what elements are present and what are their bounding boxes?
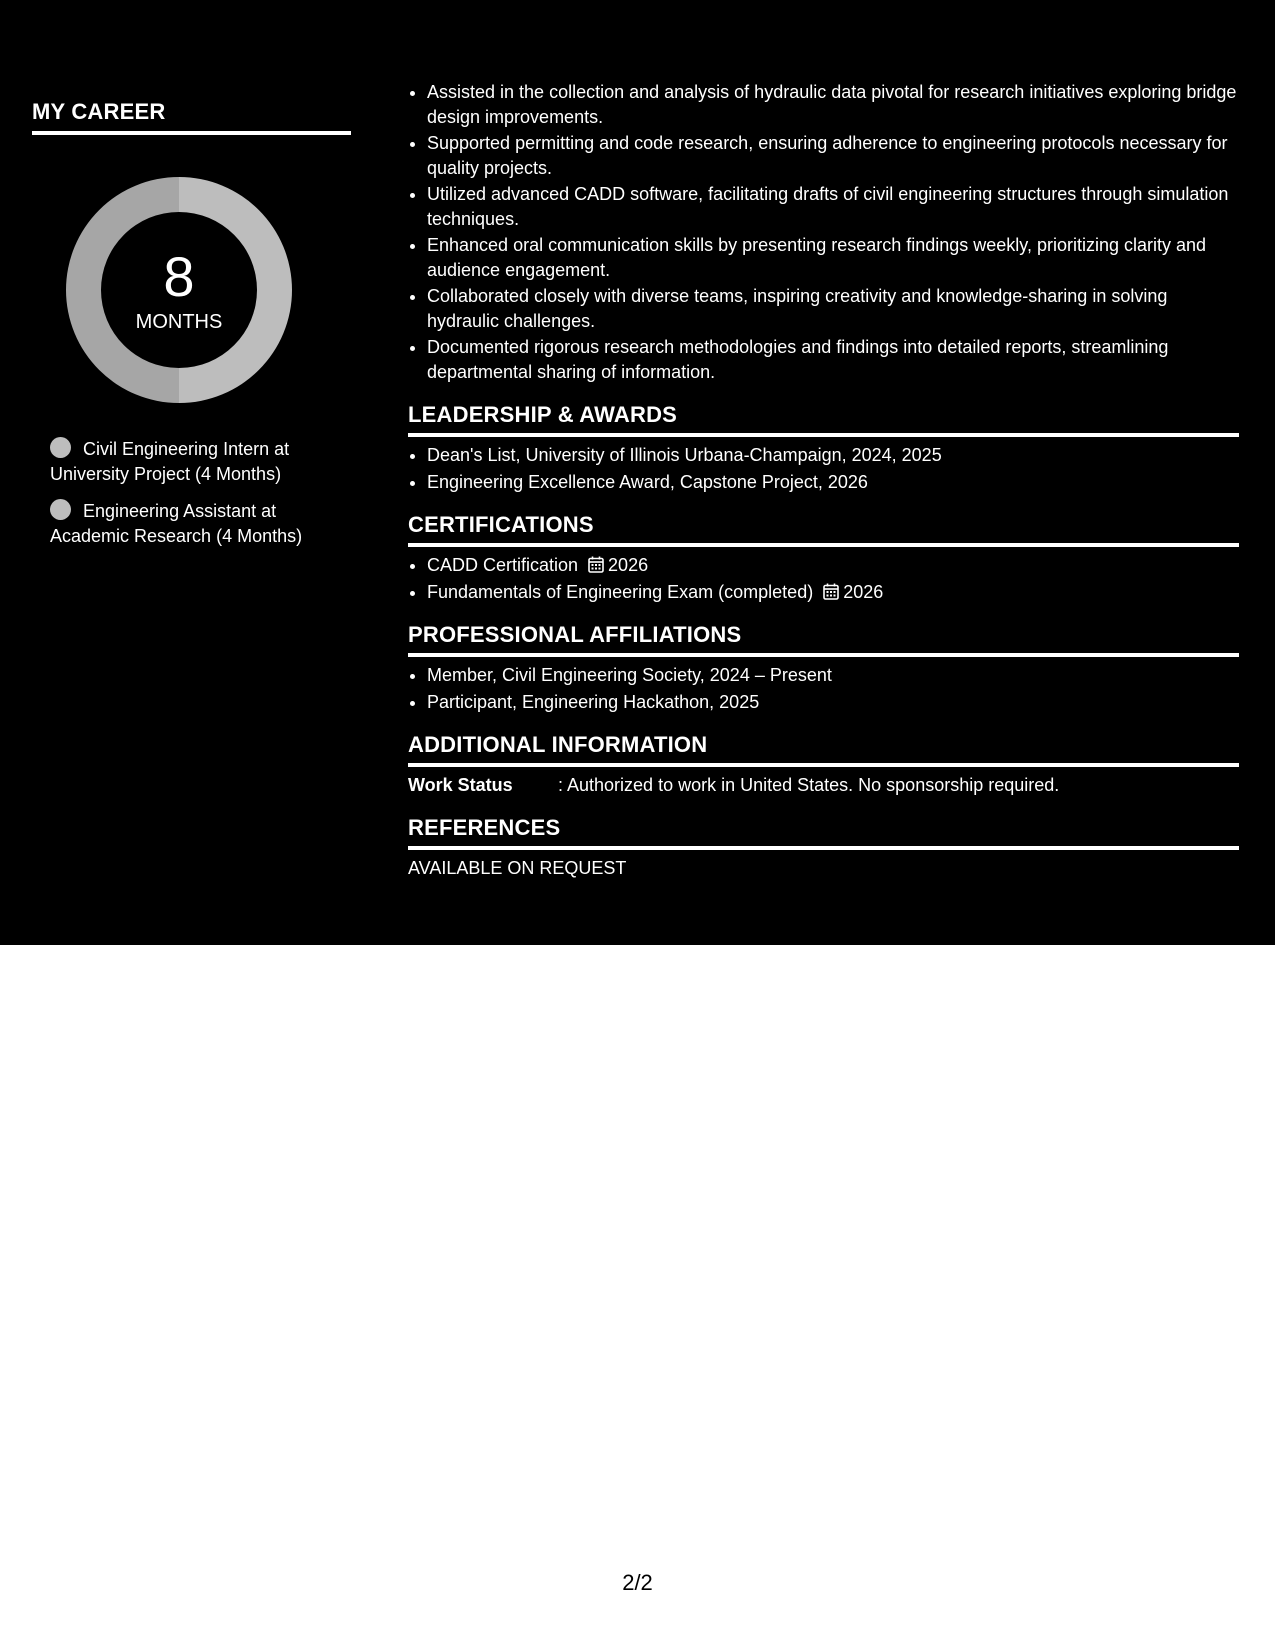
career-item-label: Civil Engineering Intern at University Project (4 Months): [50, 439, 290, 484]
career-heading: MY CAREER: [32, 99, 351, 135]
sidebar: [0, 0, 380, 945]
career-item-label: Engineering Assistant at Academic Research (4 Months): [50, 501, 303, 546]
certification-year: 2026: [608, 555, 649, 575]
experience-bullet: • Assisted in the collection and analysis of hydraulic data pivotal for research initiatives exploring bridge design improvements.: [427, 80, 1239, 129]
donut-unit-label: MONTHS: [135, 311, 223, 333]
work-status-label: Work Status: [408, 775, 513, 795]
experience-bullet: • Documented rigorous research methodologies and findings into detailed reports, streamlining departmental sharing of information.: [427, 335, 1239, 384]
additional-info-heading: ADDITIONAL INFORMATION: [408, 732, 1239, 767]
leadership-heading: LEADERSHIP & AWARDS: [408, 402, 1239, 437]
career-dot-icon: [50, 437, 71, 458]
career-item: [50, 437, 350, 487]
certification-item: [427, 553, 1239, 578]
work-status-row: [408, 773, 1239, 797]
affiliation-item: • Member, Civil Engineering Society, 2024 – Present: [427, 663, 1239, 688]
experience-bullets: [408, 80, 1239, 384]
certification-year: 2026: [843, 581, 884, 602]
affiliations-heading: PROFESSIONAL AFFILIATIONS: [408, 622, 1239, 657]
affiliation-item: • Participant, Engineering Hackathon, 2025: [427, 690, 1239, 715]
leadership-item: • Dean's List, University of Illinois Urbana-Champaign, 2024, 2025: [427, 443, 1239, 468]
calendar-icon: [823, 583, 839, 600]
certification-name: Fundamentals of Engineering Exam (completed): [427, 581, 814, 602]
certifications-list: [408, 553, 1239, 604]
donut-total-number: 8: [163, 245, 195, 308]
affiliations-list: [408, 663, 1239, 714]
certification-item: [427, 580, 1239, 605]
career-dot-icon: [50, 499, 71, 520]
page-number: 2/2: [622, 1570, 653, 1595]
experience-bullet: • Utilized advanced CADD software, facilitating drafts of civil engineering structures through simulation techniques.: [427, 182, 1239, 231]
work-status-value: : Authorized to work in United States. No sponsorship required.: [558, 775, 1060, 795]
career-donut-chart: [66, 177, 292, 403]
career-item: [50, 499, 350, 549]
experience-bullet: • Enhanced oral communication skills by presenting research findings weekly, prioritizing clarity and audience engagement.: [427, 233, 1239, 282]
resume-content: [408, 80, 1239, 880]
leadership-list: [408, 443, 1239, 494]
references-text: AVAILABLE ON REQUEST: [408, 858, 627, 878]
experience-bullet: • Collaborated closely with diverse teams, inspiring creativity and knowledge-sharing in solving hydraulic challenges.: [427, 284, 1239, 333]
calendar-icon: [588, 556, 604, 573]
certifications-heading: CERTIFICATIONS: [408, 512, 1239, 547]
certification-name: CADD Certification: [427, 555, 579, 575]
experience-bullet: • Supported permitting and code research, ensuring adherence to engineering protocols necessary for quality projects.: [427, 131, 1239, 180]
references-heading: REFERENCES: [408, 815, 1239, 850]
leadership-item: • Engineering Excellence Award, Capstone Project, 2026: [427, 470, 1239, 495]
career-list: [50, 437, 350, 561]
